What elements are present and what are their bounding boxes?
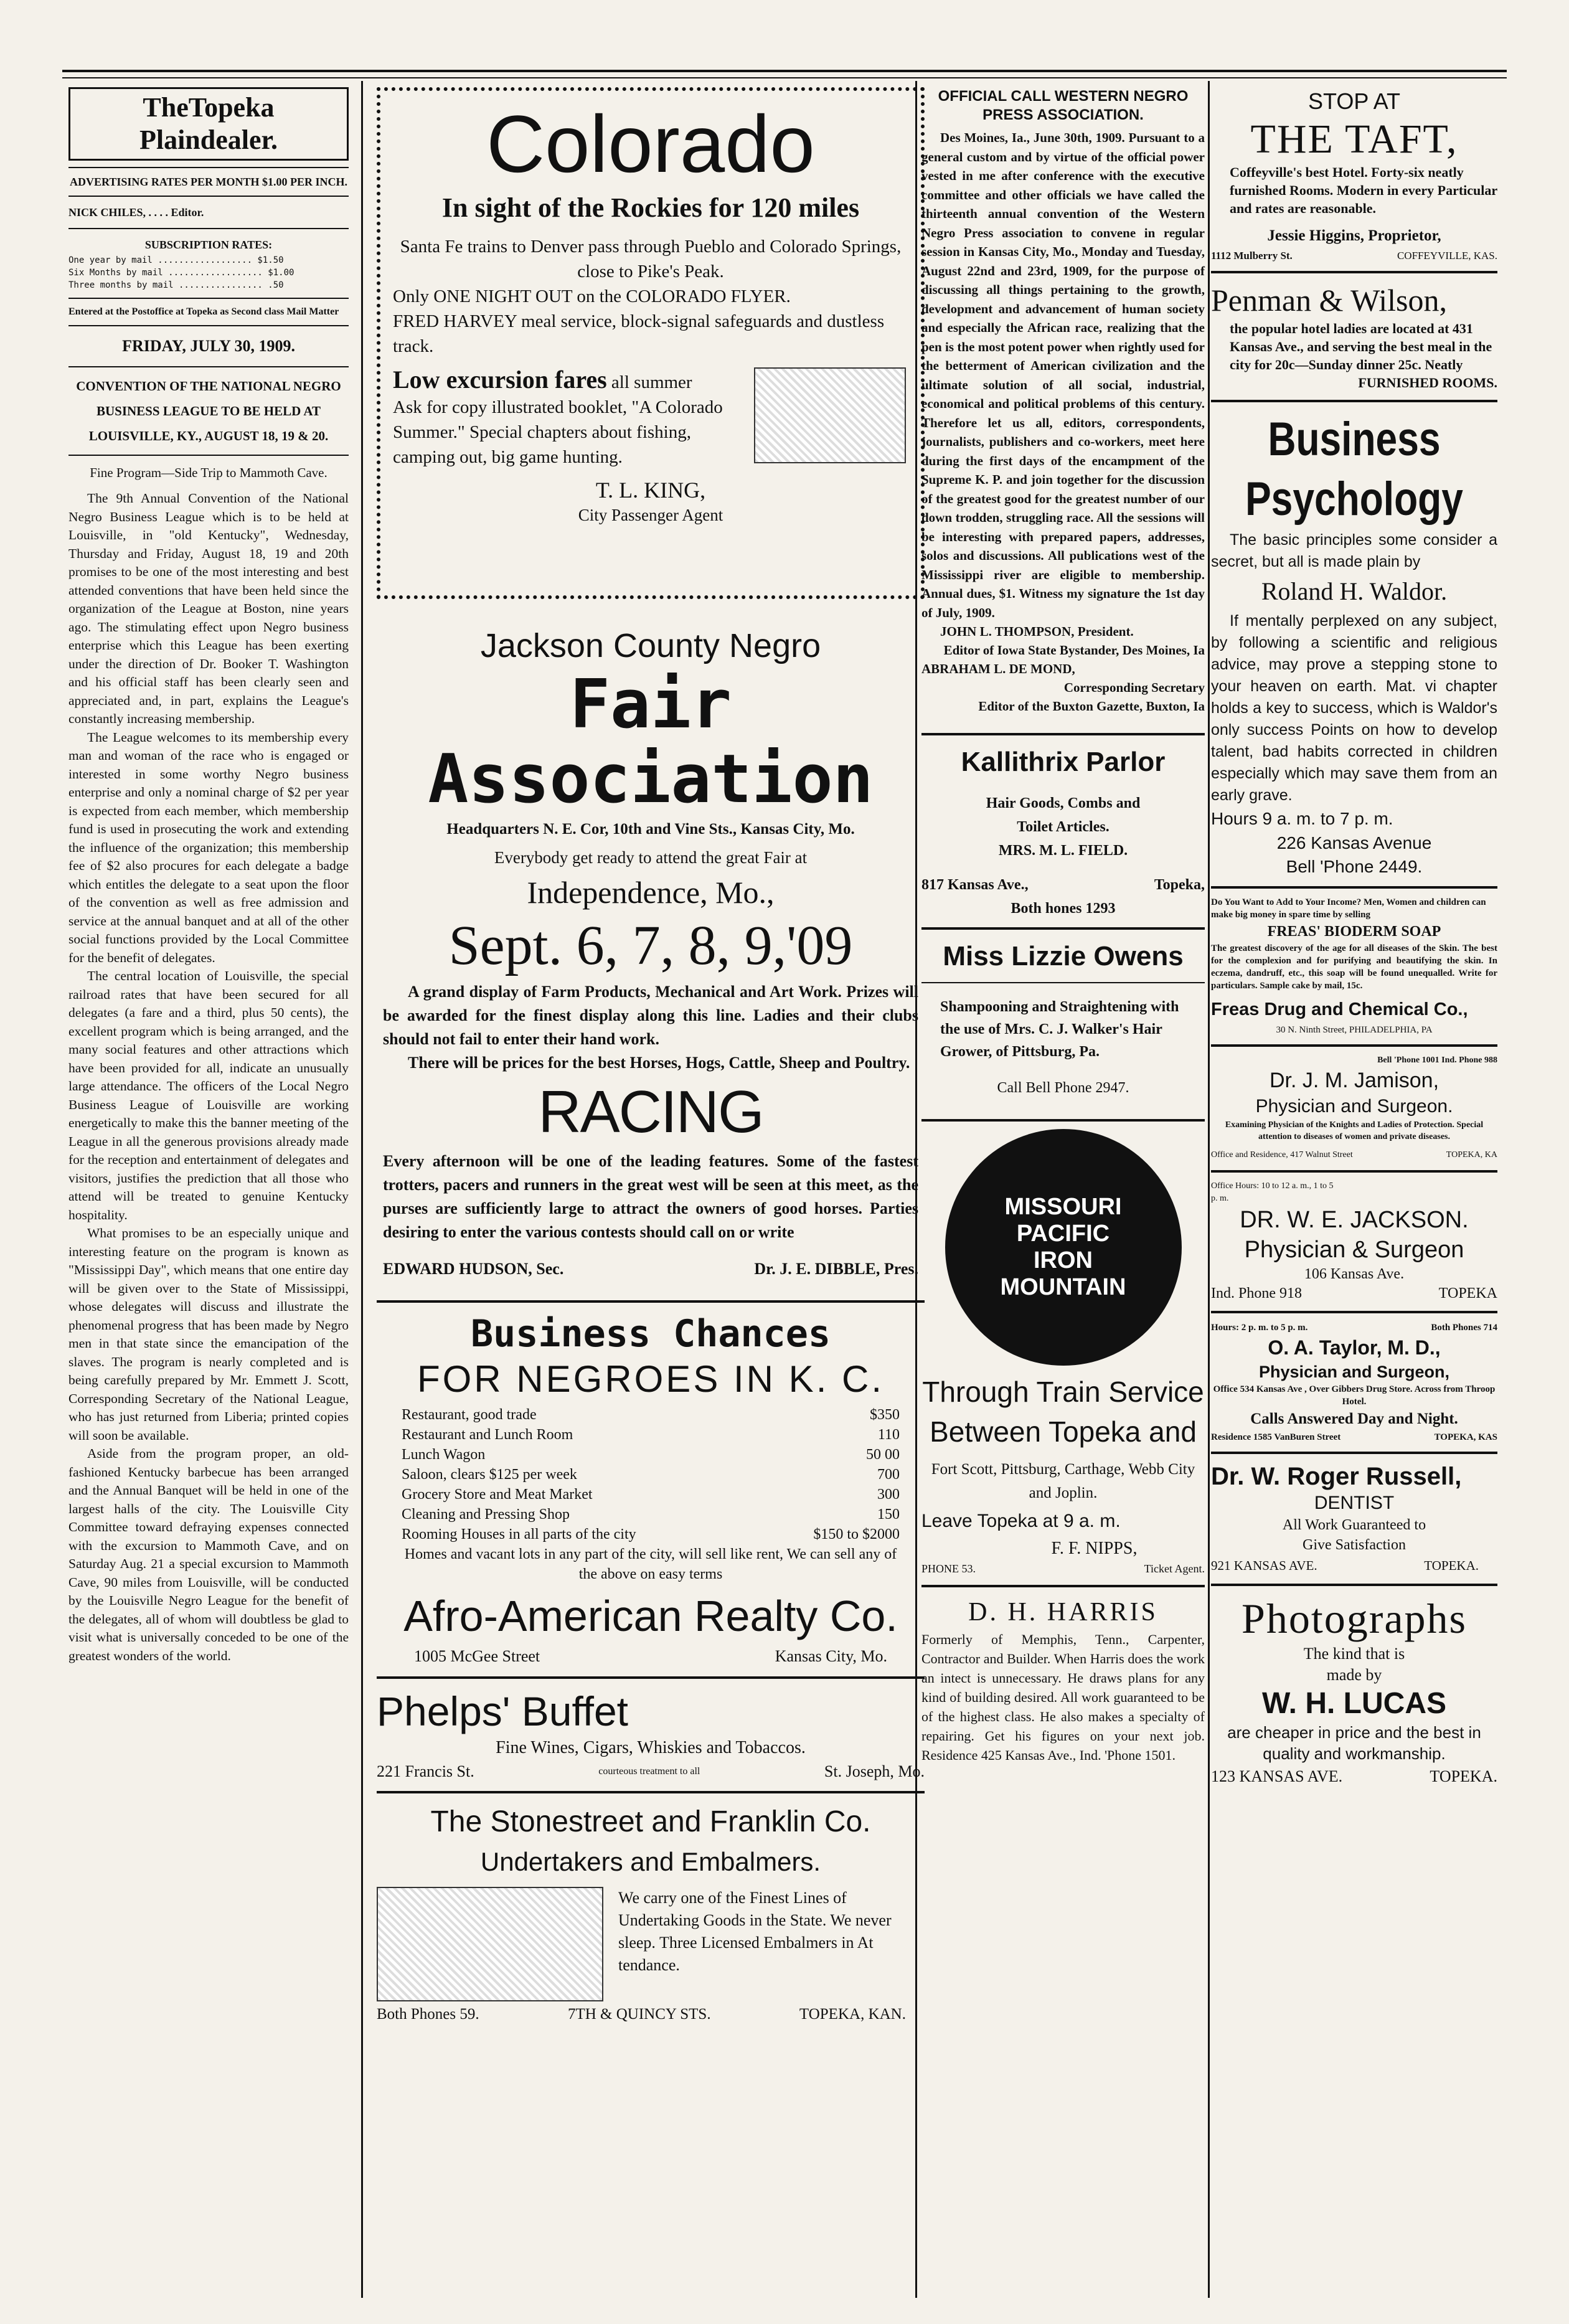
missouri-pacific-logo bbox=[945, 1129, 1182, 1366]
fair-hq: Headquarters N. E. Cor, 10th and Vine Sts., Kansas City, Mo. bbox=[446, 821, 855, 838]
lucas-city: TOPEKA. bbox=[1430, 1767, 1497, 1785]
colorado-text-3: FRED HARVEY meal service, block-signal safeguards and dustless track. bbox=[393, 311, 885, 356]
phelps-ad bbox=[377, 1686, 925, 1783]
chance-item-3: Lunch Wagon bbox=[402, 1447, 486, 1463]
realty-name: Afro-American Realty Co. bbox=[403, 1592, 898, 1640]
chance-item-7: Rooming Houses in all parts of the city bbox=[402, 1526, 636, 1542]
taylor-sub: Physician and Surgeon, bbox=[1258, 1363, 1450, 1381]
phelps-head: Phelps' Buffet bbox=[377, 1688, 628, 1734]
russell-addr: 921 KANSAS AVE. bbox=[1211, 1558, 1317, 1573]
chance-price-6: 150 bbox=[877, 1506, 900, 1523]
kallithrix-goods: Hair Goods, Combs and Toilet Articles. bbox=[986, 795, 1141, 835]
freas-addr: 30 N. Ninth Street, PHILADELPHIA, PA bbox=[1276, 1025, 1433, 1035]
chances-sub: FOR NEGROES IN K. C. bbox=[417, 1358, 885, 1400]
stonestreet-head: The Stonestreet and Franklin Co. bbox=[430, 1805, 871, 1838]
convention-para-1: The 9th Annual Convention of the National Negro Business League which is to be held at Louisville, in "old Kentucky", Wednesday, Thursday and Friday, August 18, 19 and 20th promises to be one of the most interesting and best attended conventions that have been held since the organization of the League at Boston, nine years ago. The stimulating effect upon Negro business enterprise which this League has been exerting under the direction of Dr. Booker T. Washington and his official staff has been clearly seen and appreciated and, in part, explains the League's constantly increasing membership. bbox=[68, 491, 349, 726]
business-chances-ad bbox=[377, 1310, 925, 1669]
column-4 bbox=[1211, 87, 1497, 1789]
missouri-agent: F. F. NIPPS, bbox=[1051, 1539, 1138, 1558]
lucas-l1: The kind that is bbox=[1303, 1645, 1405, 1663]
kallithrix-head: Kallithrix Parlor bbox=[961, 747, 1166, 777]
fair-secretary: EDWARD HUDSON, Sec. bbox=[383, 1260, 564, 1278]
column-3 bbox=[921, 87, 1205, 1765]
missouri-leave: Leave Topeka at 9 a. m. bbox=[921, 1511, 1121, 1531]
press-sig-2: Editor of Iowa State Bystander, Des Moines, Ia bbox=[943, 643, 1205, 658]
fair-line-1: Jackson County Negro bbox=[480, 627, 821, 664]
psych-phone: Bell 'Phone 2449. bbox=[1286, 857, 1423, 876]
press-text: Des Moines, Ia., June 30th, 1909. Pursuant to a general custom and by virtue of the official power vested in me after conference with the executive committee and other officials we have called the thirteenth annual convention of the Western Negro Press association to convene in regular session in Kansas City, Mo., Monday and Tuesday, August 22nd and 23rd, 1909, for the purpose of discussing all things pertaining to the growth, development and advancement of human society and especially the African race, realizing that the pen is the most potent power when rightly used for the betterment of American civilization and the ultimate solution of all social, industrial, economical and political problems of this century. Therefore let us all, editors, correspondents, journalists, publishers and co-workers, meet here during the first days of the encampment of the Supreme K. P. and join together for the discussion of the greatest good for the greatest number of our down trodden, struggling race. All the sessions will be interesting with prepared papers, addresses, solos and discussions. All publications west of the Mississippi river are eligible to membership. Annual dues, $1. Witness my signature the 1st day of July, 1909. bbox=[921, 130, 1205, 620]
missouri-head: Through Train Service Between Topeka and bbox=[922, 1376, 1204, 1448]
press-sig-5: Editor of the Buxton Gazette, Buxton, Ia bbox=[978, 699, 1205, 714]
jamison-office: Office and Residence, 417 Walnut Street bbox=[1211, 1150, 1353, 1160]
lucas-addr: 123 KANSAS AVE. bbox=[1211, 1767, 1343, 1785]
kallithrix-city: Topeka, bbox=[1154, 877, 1205, 893]
colorado-agent-title: City Passenger Agent bbox=[578, 506, 723, 524]
chance-item-1: Restaurant, good trade bbox=[402, 1407, 537, 1423]
chance-item-6: Cleaning and Pressing Shop bbox=[402, 1506, 570, 1523]
jackson-head: DR. W. E. JACKSON. bbox=[1240, 1207, 1469, 1233]
freas-co: Freas Drug and Chemical Co., bbox=[1211, 999, 1468, 1019]
chance-price-4: 700 bbox=[877, 1467, 900, 1483]
column-1 bbox=[68, 87, 349, 1665]
fair-line-2: Fair Association bbox=[428, 666, 874, 818]
taylor-hours: Hours: 2 p. m. to 5 p. m. bbox=[1211, 1323, 1308, 1333]
owens-phone: Call Bell Phone 2947. bbox=[997, 1080, 1129, 1096]
stonestreet-addr: 7TH & QUINCY STS. bbox=[567, 2006, 711, 2023]
sub-rate-1: One year by mail .................. $1.50 bbox=[68, 255, 284, 265]
chance-price-5: 300 bbox=[877, 1486, 900, 1503]
russell-sub: DENTIST bbox=[1314, 1493, 1395, 1513]
fair-racing: RACING bbox=[538, 1079, 763, 1145]
chance-item-2: Restaurant and Lunch Room bbox=[402, 1427, 573, 1443]
column-2 bbox=[377, 87, 925, 2028]
stonestreet-city: TOPEKA, KAN. bbox=[799, 2006, 906, 2023]
top-rule bbox=[62, 70, 1507, 72]
jackson-phone: Ind. Phone 918 bbox=[1211, 1285, 1302, 1301]
advertising-rates: ADVERTISING RATES PER MONTH $1.00 PER INCH. bbox=[69, 176, 348, 188]
lucas-l2: made by bbox=[1326, 1666, 1382, 1684]
lucas-name: W. H. LUCAS bbox=[1262, 1687, 1446, 1720]
jamison-text: Examining Physician of the Knights and Ladies of Protection. Special attention to diseases of women and private diseases. bbox=[1225, 1120, 1484, 1141]
chance-item-4: Saloon, clears $125 per week bbox=[402, 1467, 577, 1483]
missouri-agent-title: Ticket Agent. bbox=[1144, 1562, 1205, 1575]
jamison-sub: Physician and Surgeon. bbox=[1255, 1096, 1453, 1117]
taylor-head: O. A. Taylor, M. D., bbox=[1268, 1336, 1441, 1359]
colorado-text-2: Only ONE NIGHT OUT on the COLORADO FLYER. bbox=[393, 286, 791, 306]
taylor-city: TOPEKA, KAS bbox=[1434, 1432, 1497, 1442]
stonestreet-sub: Undertakers and Embalmers. bbox=[480, 1847, 821, 1876]
top-rule-thin bbox=[62, 77, 1507, 78]
kallithrix-addr: 817 Kansas Ave., bbox=[921, 877, 1029, 893]
issue-date: FRIDAY, JULY 30, 1909. bbox=[122, 337, 295, 355]
psych-para-1: The basic principles some consider a secret, but all is made plain by bbox=[1211, 531, 1497, 570]
colorado-title: Colorado bbox=[486, 98, 815, 189]
taylor-office: Office 534 Kansas Ave , Over Gibbers Drug Store. Across from Throop Hotel. bbox=[1213, 1384, 1496, 1407]
chance-price-2: 110 bbox=[877, 1427, 900, 1443]
penman-text: the popular hotel ladies are located at 431 Kansas Ave., and serving the best meal in the city for 20c—Sunday dinner 25c. Neatly bbox=[1230, 321, 1492, 372]
harris-head: D. H. HARRIS bbox=[968, 1598, 1158, 1627]
colorado-agent: T. L. KING, bbox=[595, 478, 706, 503]
logo-line-3: IRON bbox=[1034, 1247, 1093, 1273]
fair-para-1: A grand display of Farm Products, Mechanical and Art Work. Prizes will be awarded for the finest display along this line. Ladies and their clubs should not fail to enter their hand work. bbox=[383, 983, 918, 1048]
press-sig-4: Corresponding Secretary bbox=[1063, 680, 1205, 695]
chance-price-7: $150 to $2000 bbox=[813, 1526, 900, 1542]
fair-everybody: Everybody get ready to attend the great Fair at bbox=[494, 848, 808, 867]
taft-stop: STOP AT bbox=[1308, 88, 1401, 114]
logo-line-2: PACIFIC bbox=[1016, 1221, 1110, 1247]
convention-para-2: The League welcomes to its membership every man and woman of the race who is engaged or interested in some worthy Negro business enterprise and only a nominal charge of $2 per year is expected from each member, which membership fund is used in prosecuting the work and extending the influence of the organization; this membership fee of $2 also procures for each delegate a badge which entitles the delegate to a seat upon the floor of the convention as well as free admission and service at the annual banquet and at all of the other social functions provided by the Local Committee for the benefit of delegates. bbox=[68, 729, 349, 965]
psych-line-1: Business bbox=[1268, 413, 1441, 466]
fair-place: Independence, Mo., bbox=[527, 875, 775, 910]
convention-para-5: Aside from the program proper, an old-fashioned Kentucky barbecue has been arranged and the Annual Banquet will be held in one of the largest halls of the city. The Louisville City Committee toward defraying expenses connected with the excursion to Mammoth Cave, and on Saturday Aug. 21 a special excursion to Mammoth Cave, 90 miles from Louisville, will be conducted by the Louisville Negro League for the benefit of the delegates, all of whom will doubtless be glad to visit what is universally conceded to be one of the greatest wonders of the world. bbox=[68, 1446, 349, 1663]
stonestreet-text: We carry one of the Finest Lines of Undertaking Goods in the State. We never sleep. Three Licensed Embalmers in At tendance. bbox=[618, 1889, 892, 1974]
phelps-addr: 221 Francis St. bbox=[377, 1762, 474, 1780]
stonestreet-phones: Both Phones 59. bbox=[377, 2006, 479, 2023]
taft-prop: Jessie Higgins, Proprietor, bbox=[1267, 227, 1441, 244]
fares-text: Ask for copy illustrated booklet, "A Colorado Summer." Special chapters about fishing, camping out, big game hunting. bbox=[393, 397, 723, 467]
mountain-illustration bbox=[754, 367, 906, 463]
fair-dates: Sept. 6, 7, 8, 9,'09 bbox=[448, 915, 853, 976]
convention-para-3: The central location of Louisville, the special railroad rates that have been secured for all delegates (a fare and a third, plus 50 cents), the excellent program which is being arranged, and the many social features and other attractions which have been provided for all, indicate an unusually large attendance. The officers of the Local Negro Business League of Louisville are working energetically to make this the banner meeting of the League in all the generous provisions already made for the reception and entertainment of delegates and visitors, justifies the prediction that all those who attend will be treated to genuine Kentucky hospitality. bbox=[68, 968, 349, 1222]
jamison-city: TOPEKA, KA bbox=[1446, 1150, 1497, 1160]
jackson-addr: 106 Kansas Ave. bbox=[1304, 1266, 1405, 1282]
taft-text: Coffeyville's best Hotel. Forty-six neatly furnished Rooms. Modern in every Particular and rates are reasonable. bbox=[1230, 164, 1497, 216]
chances-homes: Homes and vacant lots in any part of the city, will sell like rent, We can sell any of the above on easy terms bbox=[404, 1546, 897, 1582]
convention-para-4: What promises to be an especially unique and interesting feature on the program is known as "Mississippi Day", which means that one entire day will be given over to the State of Mississippi, whose delegates will discuss and illustrate the phenomenal progress that has been made by Negro men in that state since the emancipation of the slaves. The program is nearly completed and is being carefully prepared by Mr. Emmett J. Scott, Corresponding Secretary of the National League, who has just returned from Liberia; printed copies will soon be available. bbox=[68, 1226, 349, 1443]
press-sig-1: JOHN L. THOMPSON, President. bbox=[940, 624, 1134, 639]
taylor-phones: Both Phones 714 bbox=[1431, 1323, 1497, 1333]
psych-para-2: If mentally perplexed on any subject, by following a scientific and religious advice, may prove a stepping stone to your heaven on earth. Mat. vi chapter holds a key to success, which is Waldor's only success Points on how to develop talent, bad habits corrected in children especially which may save them from an early grave. bbox=[1211, 612, 1497, 804]
chance-price-1: $350 bbox=[870, 1407, 900, 1423]
russell-city: TOPEKA. bbox=[1424, 1558, 1479, 1573]
convention-subhead: Fine Program—Side Trip to Mammoth Cave. bbox=[90, 465, 327, 480]
masthead-title: TheTopeka Plaindealer. bbox=[68, 87, 349, 161]
chances-head: Business Chances bbox=[471, 1312, 831, 1356]
psych-hours: Hours 9 a. m. to 7 p. m. bbox=[1211, 809, 1393, 828]
editor-line: NICK CHILES, . . . . Editor. bbox=[68, 206, 204, 219]
subscription-head: SUBSCRIPTION RATES: bbox=[144, 239, 273, 251]
freas-soap: FREAS' BIODERM SOAP bbox=[1267, 923, 1441, 940]
missouri-text: Fort Scott, Pittsburg, Carthage, Webb City and Joplin. bbox=[931, 1461, 1195, 1501]
taft-addr: 1112 Mulberry St. bbox=[1211, 250, 1293, 262]
colorado-sub: In sight of the Rockies for 120 miles bbox=[441, 192, 860, 223]
press-head: OFFICIAL CALL WESTERN NEGRO PRESS ASSOCIATION. bbox=[938, 88, 1189, 123]
phelps-city: St. Joseph, Mo. bbox=[824, 1762, 925, 1780]
chance-item-5: Grocery Store and Meat Market bbox=[402, 1486, 593, 1503]
fair-president: Dr. J. E. DIBBLE, Pres. bbox=[754, 1260, 918, 1278]
missouri-phone: PHONE 53. bbox=[921, 1562, 976, 1575]
jackson-sub: Physician & Surgeon bbox=[1244, 1237, 1464, 1263]
logo-line-1: MISSOURI bbox=[1004, 1194, 1122, 1220]
freas-text: The greatest discovery of the age for all diseases of the Skin. The best for the complexion and for purifying and beautifying the skin. In eczema, dandruff, etc., this soap will be found unequalled. Write for particulars. Sample cake by mail, 15c. bbox=[1211, 943, 1497, 991]
russell-head: Dr. W. Roger Russell, bbox=[1211, 1463, 1462, 1490]
penman-head: Penman & Wilson, bbox=[1211, 283, 1448, 318]
realty-addr: 1005 McGee Street bbox=[414, 1647, 540, 1665]
psych-line-2: Psychology bbox=[1245, 473, 1463, 526]
colorado-ad bbox=[377, 87, 925, 599]
phelps-mid: courteous treatment to all bbox=[598, 1766, 700, 1777]
column-rule-1 bbox=[361, 81, 363, 2298]
freas-intro: Do You Want to Add to Your Income? Men, Women and children can make big money in spare time by selling bbox=[1211, 897, 1486, 920]
jamison-head: Dr. J. M. Jamison, bbox=[1269, 1069, 1439, 1092]
fair-para-2: There will be prices for the best Horses, Hogs, Cattle, Sheep and Poultry. bbox=[408, 1054, 910, 1072]
realty-city: Kansas City, Mo. bbox=[775, 1647, 887, 1665]
penman-furnished: FURNISHED ROOMS. bbox=[1358, 375, 1497, 390]
psych-author: Roland H. Waldor. bbox=[1261, 577, 1448, 605]
fair-para-3: Every afternoon will be one of the leading features. Some of the fastest trotters, pacers and runners in the great west will be seen at this meet, as the purses are sufficiently large to attract the owners of good horses. Parties desiring to enter the various contests should call on or write bbox=[383, 1152, 918, 1241]
jamison-phones: Bell 'Phone 1001 Ind. Phone 988 bbox=[1377, 1056, 1497, 1065]
stonestreet-ad bbox=[377, 1801, 925, 2028]
harris-text: Formerly of Memphis, Tenn., Carpenter, Contractor and Builder. When Harris does the work an intect is unnecessary. He draws plans for any kind of building desired. All work guaranteed to be of the highest class. He also makes a specialty of repairing. Get his figures on your next job. Residence 425 Kansas Ave., Ind. 'Phone 1501. bbox=[921, 1632, 1205, 1763]
taft-name: THE TAFT, bbox=[1250, 116, 1458, 162]
owens-text: Shampooning and Straightening with the use of Mrs. C. J. Walker's Hair Grower, of Pittsburg, Pa. bbox=[940, 999, 1179, 1060]
phelps-sub: Fine Wines, Cigars, Whiskies and Tobaccos. bbox=[496, 1738, 806, 1757]
logo-line-4: MOUNTAIN bbox=[1000, 1274, 1126, 1300]
jackson-city: TOPEKA bbox=[1438, 1285, 1497, 1301]
fair-ad bbox=[377, 624, 925, 1282]
owens-head: Miss Lizzie Owens bbox=[943, 941, 1184, 971]
press-sig-3: ABRAHAM L. DE MOND, bbox=[921, 661, 1075, 676]
fares-tail: all summer bbox=[611, 372, 692, 392]
taylor-calls: Calls Answered Day and Night. bbox=[1250, 1410, 1458, 1427]
hearse-illustration bbox=[377, 1887, 603, 2001]
jackson-hours: Office Hours: 10 to 12 a. m., 1 to 5 p. m. bbox=[1211, 1181, 1334, 1203]
taylor-res: Residence 1585 VanBuren Street bbox=[1211, 1432, 1341, 1442]
entered-notice: Entered at the Postoffice at Topeka as Second class Mail Matter bbox=[68, 306, 339, 317]
kallithrix-phone: Both hones 1293 bbox=[1011, 900, 1116, 917]
sub-rate-2: Six Months by mail .................. $1.00 bbox=[68, 268, 294, 278]
russell-l1: All Work Guaranteed to bbox=[1282, 1517, 1426, 1533]
fares-head: Low excursion fares bbox=[393, 366, 607, 394]
chance-price-3: 50 00 bbox=[866, 1447, 900, 1463]
colorado-text-1: Santa Fe trains to Denver pass through Pueblo and Colorado Springs, close to Pike's Peak. bbox=[400, 237, 902, 281]
taft-city: COFFEYVILLE, KAS. bbox=[1397, 250, 1497, 262]
lucas-text: are cheaper in price and the best in quality and workmanship. bbox=[1227, 1723, 1481, 1763]
russell-l2: Give Satisfaction bbox=[1303, 1537, 1406, 1553]
column-rule-3 bbox=[1208, 81, 1210, 2298]
kallithrix-owner: MRS. M. L. FIELD. bbox=[998, 843, 1128, 859]
convention-headline: CONVENTION OF THE NATIONAL NEGRO BUSINESS LEAGUE TO BE HELD AT LOUISVILLE, KY., AUGUST 18, 19 & 20. bbox=[76, 379, 341, 443]
sub-rate-3: Three months by mail ................ .50 bbox=[68, 280, 284, 290]
lucas-head: Photographs bbox=[1242, 1595, 1467, 1642]
psych-addr: 226 Kansas Avenue bbox=[1276, 833, 1432, 853]
